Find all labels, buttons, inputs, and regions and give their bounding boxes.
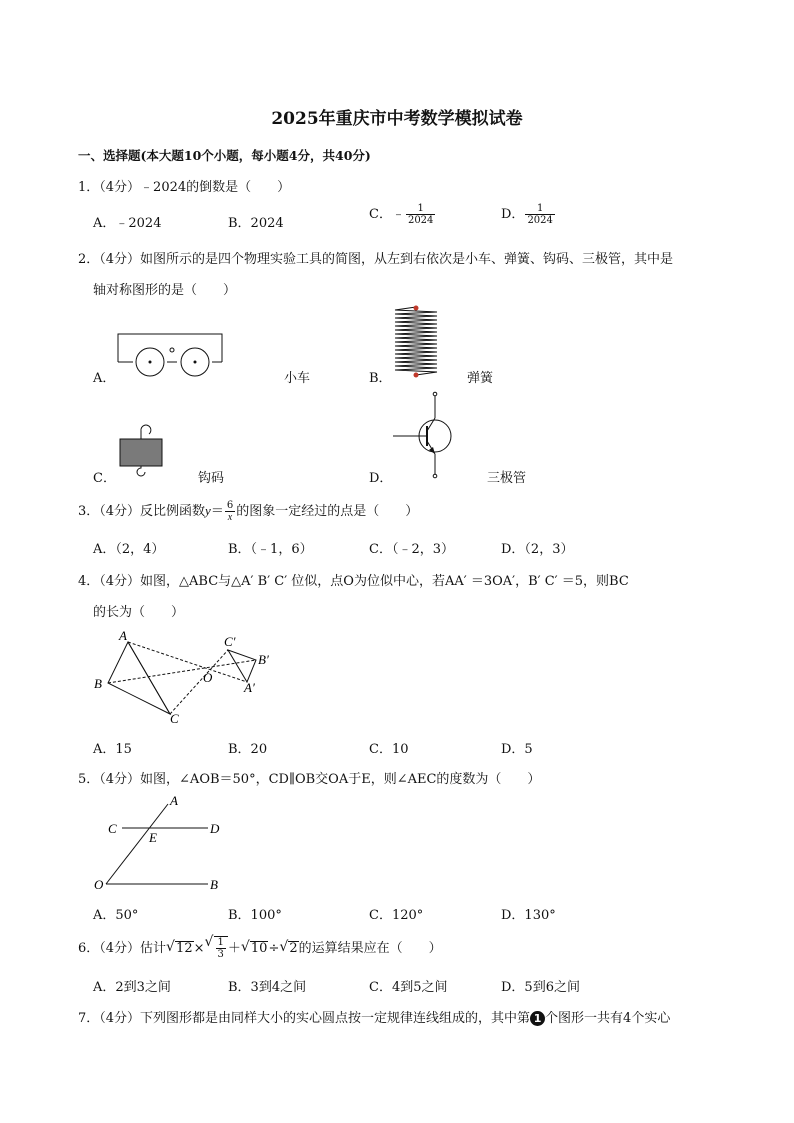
- parallel-lines-figure: [90, 792, 230, 894]
- question-7-stem: 7．（4分）下列图形都是由同样大小的实心圆点按一定规律连线组成的，其中第 1 个图形一共有4个实心: [78, 1011, 671, 1026]
- q2-d-label: 三极管: [487, 471, 527, 486]
- label-d: D: [210, 821, 220, 836]
- q1-option-a: A．﹣2024: [93, 216, 162, 231]
- question-5-stem: 5．（4分）如图，∠AOB＝50°，CD∥OB交OA于E，则∠AEC的度数为（ ）: [78, 772, 541, 787]
- q6-option-a: A．2到3之间: [93, 980, 171, 995]
- q4-option-b: B．20: [228, 742, 268, 757]
- q2-option-b: B．: [369, 371, 392, 386]
- q5-option-a: A．50°: [93, 908, 139, 923]
- label-b: B: [94, 676, 102, 691]
- q2-option-d: D．: [369, 471, 393, 486]
- question-1-stem: 1．（4分）﹣2024的倒数是（ ）: [78, 180, 291, 195]
- fraction: $\frac{1}{2024}$: [407, 203, 434, 226]
- label-c-prime: C′: [224, 634, 236, 649]
- q2-a-label: 小车: [284, 371, 311, 386]
- label-o: O: [203, 670, 213, 685]
- sqrt: √ 2: [288, 941, 298, 956]
- weight-figure: [115, 424, 165, 476]
- q3-option-b: B．（﹣1，6）: [228, 542, 313, 557]
- question-2-stem-cont: 轴对称图形的是（ ）: [93, 283, 237, 298]
- q4-option-c: C．10: [369, 742, 409, 757]
- label-b-prime: B′: [258, 652, 269, 667]
- section-heading: 一、选择题(本大题10个小题，每小题4分，共40分): [78, 148, 371, 163]
- q2-option-c: C．: [93, 471, 116, 486]
- label-a-prime: A′: [244, 680, 255, 695]
- q5-option-d: D．130°: [501, 908, 556, 923]
- label-c: C: [108, 821, 117, 836]
- cart-figure: [115, 328, 225, 378]
- spring-figure: [393, 305, 439, 379]
- q2-option-a: A．: [93, 371, 116, 386]
- label-a: A: [119, 628, 127, 643]
- q2-c-label: 钩码: [198, 471, 225, 486]
- page-title: 2025年重庆市中考数学模拟试卷: [271, 109, 523, 129]
- q1-option-d: D． $\frac{1}{2024}$: [501, 203, 553, 226]
- q6-option-d: D．5到6之间: [501, 980, 580, 995]
- question-4-stem: 4．（4分）如图，△ABC与△A′ B′ C′ 位似，点O为位似中心，若AA′ ＝3OA′，B′ C′ ＝5，则BC: [78, 574, 629, 589]
- sqrt: √ 12: [175, 941, 194, 956]
- sqrt: √ 10: [250, 941, 269, 956]
- q5-option-c: C．120°: [369, 908, 424, 923]
- question-3-stem: 3．（4分）反比例函数y＝ $\frac{6}{x}$ 的图象一定经过的点是（ ）: [78, 500, 419, 523]
- question-2-stem: 2．（4分）如图所示的是四个物理实验工具的简图，从左到右依次是小车、弹簧、钩码、三极管，其中是: [78, 252, 674, 267]
- q4-option-d: D．5: [501, 742, 533, 757]
- q6-option-c: C．4到5之间: [369, 980, 448, 995]
- label-c: C: [170, 711, 179, 726]
- q6-option-b: B．3到4之间: [228, 980, 307, 995]
- label-o: O: [94, 877, 104, 892]
- question-4-stem-cont: 的长为（ ）: [93, 605, 185, 620]
- circled-number: 1: [530, 1011, 545, 1026]
- q3-option-c: C．（﹣2，3）: [369, 542, 454, 557]
- fraction: √ $\frac{1}{3}$: [217, 937, 224, 960]
- fraction: $\frac{6}{x}$: [226, 500, 234, 523]
- label-e: E: [149, 830, 157, 845]
- q2-b-label: 弹簧: [467, 371, 494, 386]
- sqrt: [214, 936, 228, 960]
- label-b: B: [210, 877, 218, 892]
- similar-triangles-figure: [90, 628, 290, 728]
- question-6-stem: 6．（4分）估计√ 12× √ $\frac{1}{3}$ ＋√ 10÷√ 2的运算结果应在（ ）: [78, 936, 442, 960]
- q4-option-a: A．15: [93, 742, 132, 757]
- label-a: A: [170, 793, 178, 808]
- q1-option-b: B．2024: [228, 216, 284, 231]
- q1-option-c: C．﹣ $\frac{1}{2024}$: [369, 203, 434, 226]
- q5-option-b: B．100°: [228, 908, 282, 923]
- transistor-figure: [393, 390, 463, 480]
- q3-option-d: D．（2，3）: [501, 542, 574, 557]
- fraction: $\frac{1}{2024}$: [527, 203, 553, 226]
- q3-option-a: A．（2，4）: [93, 542, 165, 557]
